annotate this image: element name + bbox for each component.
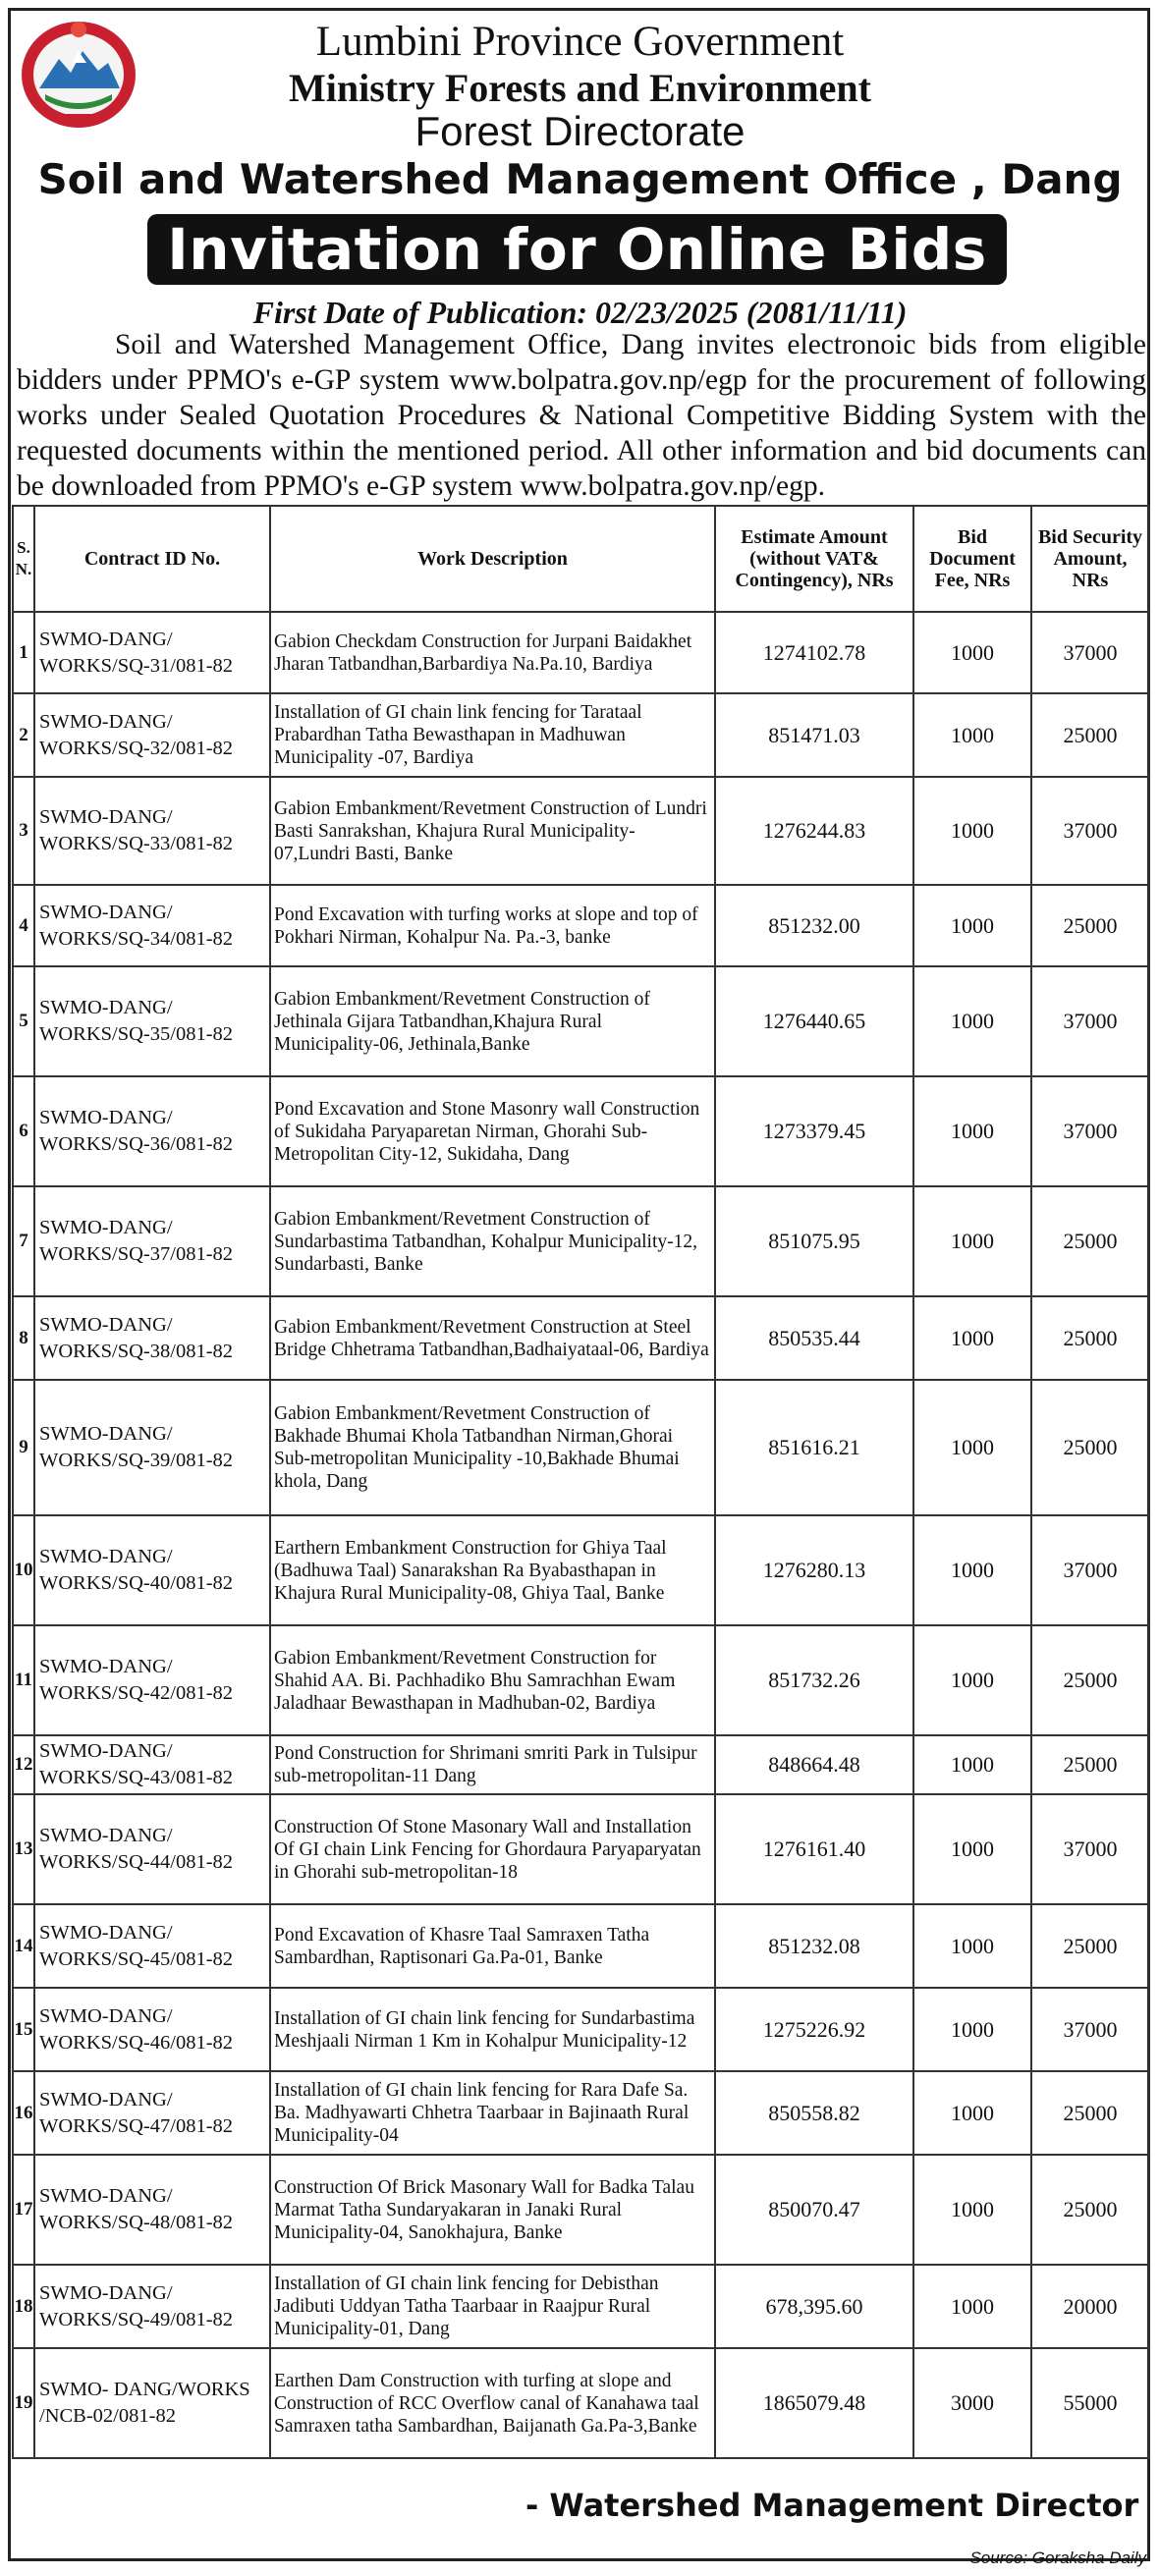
row-bid-security: 25000 [1031,1380,1149,1515]
table-row [13,966,1149,1076]
row-bid-security: 25000 [1031,1296,1149,1380]
row-estimate-amount: 851471.03 [715,693,913,777]
row-sn: 7 [13,1186,34,1296]
table-row [13,1380,1149,1515]
row-estimate-amount: 1275226.92 [715,1988,913,2071]
row-contract-id: SWMO-DANG/ WORKS/SQ-49/081-82 [34,2265,270,2348]
row-work-description: Gabion Embankment/Revetment Construction of Lundri Basti Sanrakshan, Khajura Rural Municipality-07,Lundri Basti, Banke [270,777,715,885]
government-name: Lumbini Province Government [315,19,845,65]
row-work-description: Gabion Checkdam Construction for Jurpani Baidakhet Jharan Tatbandhan,Barbardiya Na.Pa.10, Bardiya [270,612,715,693]
ministry-name: Ministry Forests and Environment [289,66,871,110]
row-sn: 5 [13,966,34,1076]
row-work-description: Gabion Embankment/Revetment Construction for Shahid AA. Bi. Pachhadiko Bhu Samrachhan Ewam Jaladhaar Bewasthapan in Madhuban-02, Bardiya [270,1625,715,1735]
row-bid-document-fee: 1000 [913,966,1031,1076]
row-estimate-amount: 1274102.78 [715,612,913,693]
row-estimate-amount: 1276244.83 [715,777,913,885]
row-sn: 15 [13,1988,34,2071]
row-contract-id: SWMO-DANG/ WORKS/SQ-39/081-82 [34,1380,270,1515]
table-row [13,1186,1149,1296]
row-contract-id: SWMO-DANG/ WORKS/SQ-46/081-82 [34,1988,270,2071]
row-work-description: Pond Excavation with turfing works at slope and top of Pokhari Nirman, Kohalpur Na. Pa.-3, banke [270,885,715,966]
row-bid-security: 37000 [1031,777,1149,885]
row-bid-security: 25000 [1031,1904,1149,1988]
table-row [13,1625,1149,1735]
row-contract-id: SWMO-DANG/ WORKS/SQ-38/081-82 [34,1296,270,1380]
row-bid-document-fee: 1000 [913,1515,1031,1625]
row-bid-document-fee: 1000 [913,1794,1031,1904]
row-estimate-amount: 1273379.45 [715,1076,913,1186]
header-sn: S. N. [13,506,34,612]
row-work-description: Pond Construction for Shrimani smriti Park in Tulsipur sub-metropolitan-11 Dang [270,1735,715,1794]
table-header-row [13,506,1149,612]
table-row [13,777,1149,885]
row-estimate-amount: 848664.48 [715,1735,913,1794]
row-sn: 6 [13,1076,34,1186]
table-row [13,1794,1149,1904]
row-bid-document-fee: 1000 [913,1296,1031,1380]
row-work-description: Construction Of Stone Masonary Wall and Installation Of GI chain Link Fencing for Ghordaura Paryaparyatan in Ghorahi sub-metropolitan-18 [270,1794,715,1904]
table-row [13,612,1149,693]
row-bid-document-fee: 1000 [913,1186,1031,1296]
row-estimate-amount: 1276280.13 [715,1515,913,1625]
row-contract-id: SWMO-DANG/ WORKS/SQ-31/081-82 [34,612,270,693]
row-sn: 8 [13,1296,34,1380]
row-bid-document-fee: 1000 [913,2071,1031,2155]
directorate-name: Forest Directorate [414,108,746,154]
row-bid-security: 20000 [1031,2265,1149,2348]
table-row [13,1904,1149,1988]
row-bid-security: 25000 [1031,2155,1149,2265]
row-bid-security: 37000 [1031,1515,1149,1625]
row-sn: 1 [13,612,34,693]
row-work-description: Earthern Embankment Construction for Ghiya Taal (Badhuwa Taal) Sanarakshan Ra Byabasthapan in Khajura Rural Municipality-08, Ghiya Taal, Banke [270,1515,715,1625]
row-sn: 14 [13,1904,34,1988]
row-sn: 11 [13,1625,34,1735]
row-contract-id: SWMO- DANG/WORKS /NCB-02/081-82 [34,2348,270,2458]
row-sn: 13 [13,1794,34,1904]
row-contract-id: SWMO-DANG/ WORKS/SQ-35/081-82 [34,966,270,1076]
row-bid-document-fee: 1000 [913,1735,1031,1794]
row-contract-id: SWMO-DANG/ WORKS/SQ-43/081-82 [34,1735,270,1794]
row-contract-id: SWMO-DANG/ WORKS/SQ-33/081-82 [34,777,270,885]
table-body [13,612,1149,2458]
table-row [13,1296,1149,1380]
table-row [13,2071,1149,2155]
row-work-description: Installation of GI chain link fencing for Debisthan Jadibuti Uddyan Tatha Taarbaar in Raajpur Rural Municipality-01, Dang [270,2265,715,2348]
row-contract-id: SWMO-DANG/ WORKS/SQ-45/081-82 [34,1904,270,1988]
row-estimate-amount: 850558.82 [715,2071,913,2155]
row-bid-security: 25000 [1031,2071,1149,2155]
row-bid-security: 25000 [1031,693,1149,777]
publication-date: First Date of Publication: 02/23/2025 (2081/11/11) [252,295,908,330]
row-work-description: Installation of GI chain link fencing for Sundarbastima Meshjaali Nirman 1 Km in Kohalpur Municipality-12 [270,1988,715,2071]
row-sn: 16 [13,2071,34,2155]
row-bid-document-fee: 1000 [913,1904,1031,1988]
row-bid-security: 37000 [1031,612,1149,693]
row-work-description: Installation of GI chain link fencing for Rara Dafe Sa. Ba. Madhyawarti Chhetra Taarbaar in Bajinaath Rural Municipality-04 [270,2071,715,2155]
row-bid-security: 25000 [1031,1735,1149,1794]
row-work-description: Pond Excavation of Khasre Taal Samraxen Tatha Sambardhan, Raptisonari Ga.Pa-01, Banke [270,1904,715,1988]
row-contract-id: SWMO-DANG/ WORKS/SQ-36/081-82 [34,1076,270,1186]
row-work-description: Pond Excavation and Stone Masonry wall Construction of Sukidaha Paryaparetan Nirman, Ghorahi Sub-Metropolitan City-12, Sukidaha, Dang [270,1076,715,1186]
row-sn: 3 [13,777,34,885]
signature: - Watershed Management Director [525,2487,1139,2524]
table-row [13,1735,1149,1794]
row-bid-security: 55000 [1031,2348,1149,2458]
row-estimate-amount: 1276440.65 [715,966,913,1076]
header-work-description: Work Description [270,506,715,612]
row-estimate-amount: 1865079.48 [715,2348,913,2458]
row-work-description: Installation of GI chain link fencing for Tarataal Prabardhan Tatha Bewasthapan in Madhuwan Municipality -07, Bardiya [270,693,715,777]
row-bid-security: 25000 [1031,1186,1149,1296]
row-work-description: Earthen Dam Construction with turfing at slope and Construction of RCC Overflow canal of Kanahawa taal Samraxen tatha Sambardhan, Baijanath Ga.Pa-3,Banke [270,2348,715,2458]
bids-table [12,505,1150,2459]
row-bid-document-fee: 1000 [913,612,1031,693]
header-contract-id: Contract ID No. [34,506,270,612]
row-estimate-amount: 851616.21 [715,1380,913,1515]
row-bid-security: 25000 [1031,1625,1149,1735]
row-contract-id: SWMO-DANG/ WORKS/SQ-48/081-82 [34,2155,270,2265]
row-estimate-amount: 851232.08 [715,1904,913,1988]
header-bid-document-fee: Bid Document Fee, NRs [913,506,1031,612]
table-row [13,2265,1149,2348]
intro-paragraph: Soil and Watershed Management Office, Dang invites electronoic bids from eligible bidders under PPMO's e-GP system www.bolpatra.gov.np/egp for the procurement of following works under Sealed Quotation Procedures & National Competitive Bidding System with the requested documents within the mentioned period. All other information and bid documents can be downloaded from PPMO's e-GP system www.bolpatra.gov.np/egp. [17,329,1146,502]
row-bid-security: 37000 [1031,1076,1149,1186]
row-bid-document-fee: 1000 [913,1625,1031,1735]
row-contract-id: SWMO-DANG/ WORKS/SQ-40/081-82 [34,1515,270,1625]
row-bid-document-fee: 1000 [913,885,1031,966]
row-bid-document-fee: 1000 [913,2155,1031,2265]
table-row [13,1076,1149,1186]
source-credit: Source: Goraksha Daily [969,2549,1146,2567]
row-estimate-amount: 851732.26 [715,1625,913,1735]
row-sn: 4 [13,885,34,966]
table-row [13,885,1149,966]
row-bid-document-fee: 1000 [913,1380,1031,1515]
row-sn: 17 [13,2155,34,2265]
row-sn: 18 [13,2265,34,2348]
office-name: Soil and Watershed Management Office , Dang [37,155,1123,203]
row-sn: 9 [13,1380,34,1515]
row-contract-id: SWMO-DANG/ WORKS/SQ-32/081-82 [34,693,270,777]
row-sn: 10 [13,1515,34,1625]
header-estimate-amount: Estimate Amount (without VAT& Contingency), NRs [715,506,913,612]
row-work-description: Gabion Embankment/Revetment Construction of Jethinala Gijara Tatbandhan,Khajura Rural Municipality-06, Jethinala,Banke [270,966,715,1076]
table-row [13,2348,1149,2458]
row-estimate-amount: 851075.95 [715,1186,913,1296]
row-estimate-amount: 1276161.40 [715,1794,913,1904]
table-row [13,1988,1149,2071]
row-bid-document-fee: 1000 [913,1988,1031,2071]
row-sn: 12 [13,1735,34,1794]
header-bid-security: Bid Security Amount, NRs [1031,506,1149,612]
row-work-description: Construction Of Brick Masonary Wall for Badka Talau Marmat Tatha Sundaryakaran in Janaki Rural Municipality-04, Sanokhajura, Banke [270,2155,715,2265]
table-row [13,2155,1149,2265]
row-bid-document-fee: 3000 [913,2348,1031,2458]
row-bid-security: 25000 [1031,885,1149,966]
notice-title-banner: Invitation for Online Bids [147,214,1007,285]
row-contract-id: SWMO-DANG/ WORKS/SQ-37/081-82 [34,1186,270,1296]
row-work-description: Gabion Embankment/Revetment Construction at Steel Bridge Chhetrama Tatbandhan,Badhaiyataal-06, Bardiya [270,1296,715,1380]
row-bid-security: 37000 [1031,966,1149,1076]
row-bid-document-fee: 1000 [913,777,1031,885]
table-row [13,1515,1149,1625]
row-work-description: Gabion Embankment/Revetment Construction of Sundarbastima Tatbandhan, Kohalpur Municipality-12, Sundarbasti, Banke [270,1186,715,1296]
row-sn: 2 [13,693,34,777]
row-estimate-amount: 678,395.60 [715,2265,913,2348]
row-sn: 19 [13,2348,34,2458]
row-contract-id: SWMO-DANG/ WORKS/SQ-34/081-82 [34,885,270,966]
row-contract-id: SWMO-DANG/ WORKS/SQ-47/081-82 [34,2071,270,2155]
row-contract-id: SWMO-DANG/ WORKS/SQ-44/081-82 [34,1794,270,1904]
row-estimate-amount: 851232.00 [715,885,913,966]
row-contract-id: SWMO-DANG/ WORKS/SQ-42/081-82 [34,1625,270,1735]
row-estimate-amount: 850535.44 [715,1296,913,1380]
row-bid-document-fee: 1000 [913,693,1031,777]
row-estimate-amount: 850070.47 [715,2155,913,2265]
table-row [13,693,1149,777]
row-bid-document-fee: 1000 [913,2265,1031,2348]
row-work-description: Gabion Embankment/Revetment Construction of Bakhade Bhumai Khola Tatbandhan Nirman,Ghorai Sub-metropolitan Municipality -10,Bakhade Bhumai khola, Dang [270,1380,715,1515]
row-bid-security: 37000 [1031,1988,1149,2071]
row-bid-security: 37000 [1031,1794,1149,1904]
row-bid-document-fee: 1000 [913,1076,1031,1186]
